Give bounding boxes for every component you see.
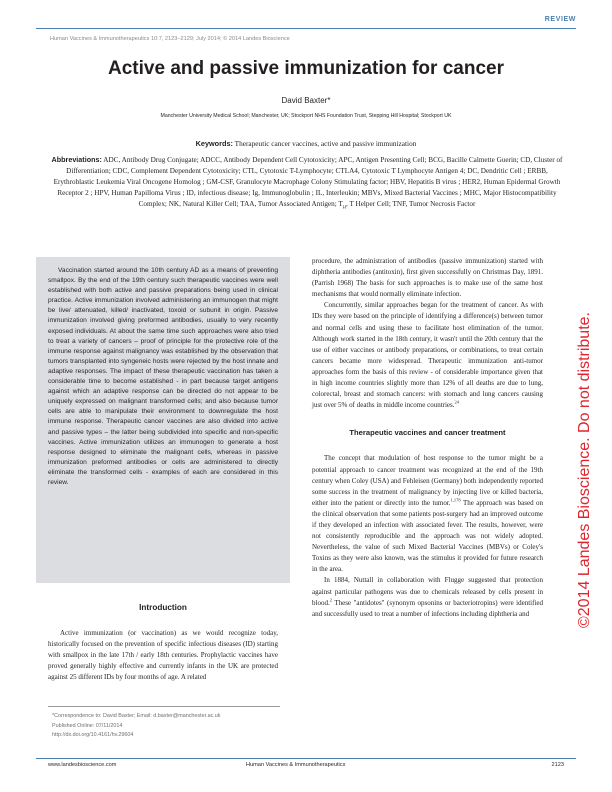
paragraph-text: The approach was based on the clinical observation that some patients post-surgery had an improved outcome if they developed an infection with associated fever. The results, however, were not consistently reproducible and the approach was not widely adopted. Nevertheless, the value of such Mixed Bacterial Vaccines (MBVs) or Coley's Toxins as they were also known, was the stimulus it provided for future research in the area. — [312, 498, 543, 574]
paragraph-text: These "antidotes" (synonym opsonins or bacteriotropins) were identified and successfully used to treat a number of infections including diphtheria and — [312, 598, 543, 618]
keywords-text: Therapeutic cancer vaccines, active and passive immunization — [234, 139, 417, 148]
abbreviations — [50, 154, 564, 213]
abbreviations-text-end: , T Helper Cell; TNF, Tumor Necrosis Factor — [346, 200, 476, 209]
section-heading: Therapeutic vaccines and cancer treatment — [349, 428, 506, 438]
paragraph-text: The concept that modulation of host response to the tumor might be a potential approach to cancer treatment was recognized at the end of the 19th century when Coley (USA) and Fehleisen (Germany) both independently reported some success in the treatment of malignancy by injecting live or killed bacteria, either into the patient or directly into the tumor. — [312, 454, 543, 507]
author-affiliation: Manchester University Medical School; Manchester, UK; Stockport NHS Foundation Trust, Stepping Hill Hospital; Stockport UK — [160, 113, 452, 119]
author-name: David Baxter* — [281, 96, 331, 105]
reference-marker[interactable]: 24 — [454, 399, 459, 405]
reference-marker[interactable]: 2 — [329, 597, 332, 603]
keywords — [36, 139, 576, 148]
paragraph: procedure, the administration of antibodies (passive immunization) started with diphtheria antibodies (antitoxin), first given successfully on Christmas Day, 1891. (Parrish 1968) The basis for such approaches is to make use of the same host mechanisms that would normally eliminate infection. — [312, 257, 543, 299]
footer-journal: Human Vaccines & Immunotherapeutics — [246, 762, 346, 768]
correspondence-line: *Correspondence to: David Baxter; Email: d.baxter@manchester.ac.uk — [52, 713, 221, 719]
header-rule — [36, 28, 576, 29]
page-number: 2123 — [551, 762, 564, 768]
introduction-heading: Introduction — [139, 603, 187, 612]
doi-link[interactable]: http://dx.doi.org/10.4161/hv.29604 — [52, 732, 134, 739]
article-title: Active and passive immunization for cancer — [108, 58, 504, 79]
abstract-text: Vaccination started around the 10th century AD as a means of preventing smallpox. By the end of the 19th century such therapeutic vaccines were well established with both active and passive preparations being used in clinical practice. Active immunization involved administering an immunogen that might be live/ attenuated, killed/ inactivated, toxoid or subunit in origin. Passive immunization involved giving preformed antibodies, usually to very recently exposed individuals. At about the same time such approaches were also tried to treat a variety of cancers – proof of principle for the protective role of the immune response against malignancy was established by the observation that tumors transplanted into syngeneic hosts were rejected by the host innate and adaptive responses. The impact of these therapeutic vaccination has taken a considerable time to become established - in part because target antigens against which an adaptive response can be directed do not appear to be uniquely expressed on malignant transformed cells; and also because tumor cells are able to manipulate their environment to downregulate the host immune response. Therapeutic cancer vaccines are also divided into active and passive types – the latter being subdivided into specific and non-specific vaccines. Active immunization utilizes an immunogen to generate a host response designed to eliminate the malignant cells, whereas in passive immunization preformed antibodies or cells are administered to directly eliminate the transformed cells - examples of each are considered in this review. — [48, 267, 278, 486]
published-date: Published Online: 07/11/2014 — [52, 722, 123, 729]
paragraph — [312, 575, 543, 619]
abbreviations-label: Abbreviations: — [51, 155, 102, 164]
right-column — [312, 256, 543, 620]
footer-rule — [36, 758, 576, 759]
reference-marker[interactable]: 1,178 — [450, 497, 461, 503]
journal-citation: Human Vaccines & Immunotherapeutics 10:7, 2123–2129; July 2014; © 2014 Landes Bioscience — [50, 36, 290, 42]
copyright-watermark: ©2014 Landes Bioscience. Do not distribute. — [576, 312, 593, 628]
paragraph-text: Concurrently, similar approaches began for the treatment of cancer. As with IDs they were based on the principle of identifying a difference(s) between tumor and normal cells and using these to facilitate host elimination of the tumor. Although work started in the 18th century, it wasn't until the 20th century that the use of either vaccines or antibody preparations, or combinations, to treat certain cancers became more widespread. Therapeutic immunization anti-tumor approaches form the basis of this review - of considerable importance given that in high income countries slightly more than 12% of all deaths are due to lung, colorectal, breast and stomach cancers: with stomach and lung cancers causing just over 5% of deaths in middle income countries. — [312, 301, 543, 410]
footer-website[interactable]: www.landesbioscience.com — [48, 762, 117, 768]
introduction-text: Active immunization (or vaccination) as we would recognize today, historically focused on the prevention of specific infectious diseases (ID) starting with smallpox in the late 17th / early 18th centuries. Prophylactic vaccines have proved generally highly effective and currently infants in the UK are protected against 25 different IDs by four months of age. A related — [48, 629, 278, 682]
keywords-label: Keywords: — [195, 139, 233, 148]
footnote-rule — [48, 706, 280, 707]
abbreviations-subscript: H — [342, 204, 347, 210]
abbreviations-text: ADC, Antibody Drug Conjugate; ADCC, Antibody Dependent Cell Cytotoxicity; APC, Antigen Presenting Cell; BCG, Bacille Calmette Guerin; CD, Cluster of Differentiation; CDC, Complement Dependent Cytotoxicity; CTL, Cytotoxic T-Lymphocyte; CTLA4, Cytotoxic T Lymphocyte Antigen 4; DC, Dendritic Cell ; ERBB, Erythroblastic Leukemia Viral Oncogene Homolog ; GM-CSF, Granulocyte Macrophage Colony Stimulating factor; HBV, Hepatitis B virus ; HER2, Human Epidermal Growth Receptor 2 ; HPV, Human Papilloma Virus ; ID, infectious disease; Ig, Immunoglobulin ; IL, Interleukin; MBVs, Mixed Bacterial Vaccines ; MHC, Major Histocompatibility Complex; NK, Natural Killer Cell; TAA, Tumor Associated Antigen; T — [53, 156, 563, 209]
paragraph-text: In 1884, Nuttall in collaboration with Flugge suggested that protection against particular pathogens was due to chemicals released by cells present in blood. — [312, 576, 543, 607]
paragraph — [312, 453, 543, 575]
correspondence-footnote — [52, 712, 278, 741]
section-label: REVIEW — [544, 16, 576, 23]
paragraph — [312, 300, 543, 411]
